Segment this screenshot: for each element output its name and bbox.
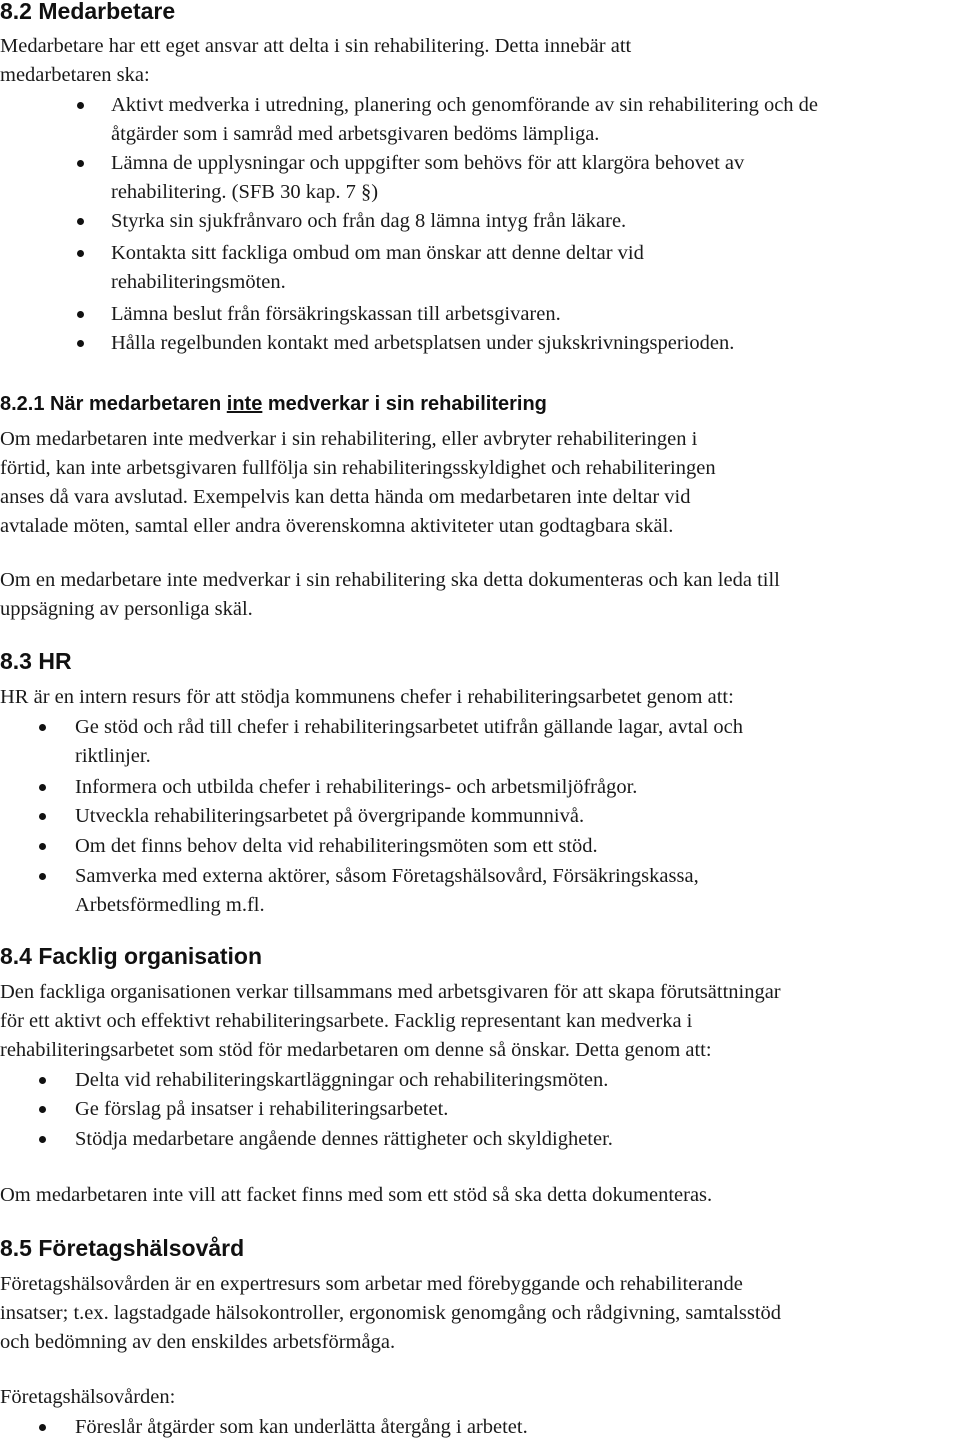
heading-8-2-1: [0, 393, 547, 416]
list-item: åtgärder som i samråd med arbetsgivaren bedöms lämpliga.: [111, 123, 600, 145]
s83-intro: HR är en intern resurs för att stödja kommunens chefer i rehabiliteringsarbetet genom att:: [0, 686, 734, 708]
bullet-dot: [39, 813, 46, 820]
heading-8-3: 8.3 HR: [0, 648, 72, 674]
list-item: rehabiliteringsmöten.: [111, 271, 286, 293]
list-item: Aktivt medverka i utredning, planering och genomförande av sin rehabilitering och de: [111, 94, 819, 116]
heading-8-4: 8.4 Facklig organisation: [0, 943, 263, 969]
s82-intro-line-2: medarbetaren ska:: [0, 64, 150, 86]
bullet-dot: [39, 1106, 46, 1113]
s821-para1-line: anses då vara avslutad. Exempelvis kan detta hända om medarbetaren inte deltar vid: [0, 486, 691, 508]
list-item: Utveckla rehabiliteringsarbetet på övergripande kommunnivå.: [75, 805, 585, 827]
list-item: Hålla regelbunden kontakt med arbetsplatsen under sjukskrivningsperioden.: [111, 332, 735, 354]
s821-para2-line: uppsägning av personliga skäl.: [0, 598, 253, 620]
list-item: Lämna de upplysningar och uppgifter som behövs för att klargöra behovet av: [111, 152, 745, 174]
bullet-dot: [39, 784, 46, 791]
s821-para1-line: Om medarbetaren inte medverkar i sin rehabilitering, eller avbryter rehabiliteringen i: [0, 428, 698, 450]
list-item: Föreslår åtgärder som kan underlätta återgång i arbetet.: [75, 1416, 528, 1438]
s84-closing: Om medarbetaren inte vill att facket finns med som ett stöd så ska detta dokumenteras.: [0, 1184, 713, 1206]
bullet-dot: [77, 160, 84, 167]
list-item: Ge förslag på insatser i rehabiliteringsarbetet.: [75, 1098, 449, 1120]
bullet-dot: [39, 1077, 46, 1084]
list-item: Arbetsförmedling m.fl.: [75, 894, 265, 916]
heading-underlined-word: inte: [226, 393, 263, 415]
bullet-dot: [77, 250, 84, 257]
bullet-dot: [77, 340, 84, 347]
heading-8-5: 8.5 Företagshälsovård: [0, 1235, 245, 1261]
bullet-dot: [39, 1136, 46, 1143]
list-item: Om det finns behov delta vid rehabiliteringsmöten som ett stöd.: [75, 835, 598, 857]
bullet-dot: [39, 873, 46, 880]
s84-intro-line: rehabiliteringsarbetet som stöd för medarbetaren om denne så önskar. Detta genom att:: [0, 1039, 712, 1061]
bullet-dot: [77, 311, 84, 318]
bullet-dot: [77, 102, 84, 109]
list-item: Delta vid rehabiliteringskartläggningar och rehabiliteringsmöten.: [75, 1069, 609, 1091]
bullet-dot: [39, 724, 46, 731]
s85-intro-line: insatser; t.ex. lagstadgade hälsokontroller, ergonomisk genomgång och rådgivning, samtalsstöd: [0, 1302, 782, 1324]
s82-intro-line-1: Medarbetare har ett eget ansvar att delta i sin rehabilitering. Detta innebär att: [0, 35, 632, 57]
heading-text: medverkar i sin rehabilitering: [262, 393, 547, 415]
list-item: rehabilitering. (SFB 30 kap. 7 §): [111, 181, 379, 203]
list-item: Samverka med externa aktörer, såsom Företagshälsovård, Försäkringskassa,: [75, 865, 699, 887]
bullet-dot: [77, 218, 84, 225]
list-item: Kontakta sitt fackliga ombud om man önskar att denne deltar vid: [111, 242, 644, 264]
list-item: Stödja medarbetare angående dennes rättigheter och skyldigheter.: [75, 1128, 613, 1150]
bullet-dot: [39, 1424, 46, 1431]
s84-intro-line: Den fackliga organisationen verkar tillsammans med arbetsgivaren för att skapa förutsättningar: [0, 981, 781, 1003]
s84-intro-line: för ett aktivt och effektivt rehabiliteringsarbete. Facklig representant kan medverka i: [0, 1010, 693, 1032]
s85-intro-line: Företagshälsovården är en expertresurs som arbetar med förebyggande och rehabiliterande: [0, 1273, 743, 1295]
list-item: Lämna beslut från försäkringskassan till arbetsgivaren.: [111, 303, 561, 325]
s821-para1-line: förtid, kan inte arbetsgivaren fullfölja sin rehabiliteringsskyldighet och rehabiliteringen: [0, 457, 716, 479]
list-item: Styrka sin sjukfrånvaro och från dag 8 lämna intyg från läkare.: [111, 210, 627, 232]
list-item: Informera och utbilda chefer i rehabiliterings- och arbetsmiljöfrågor.: [75, 776, 638, 798]
s85-sub-label: Företagshälsovården:: [0, 1386, 176, 1408]
bullet-dot: [39, 843, 46, 850]
heading-text: 8.2.1 När medarbetaren: [0, 393, 227, 415]
heading-8-2: 8.2 Medarbetare: [0, 0, 176, 24]
s821-para1-line: avtalade möten, samtal eller andra överenskomna aktiviteter utan godtagbara skäl.: [0, 515, 674, 537]
s821-para2-line: Om en medarbetare inte medverkar i sin rehabilitering ska detta dokumenteras och kan leda till: [0, 569, 780, 591]
list-item: Ge stöd och råd till chefer i rehabiliteringsarbetet utifrån gällande lagar, avtal och: [75, 716, 743, 738]
s85-intro-line: och bedömning av den enskildes arbetsförmåga.: [0, 1331, 396, 1353]
list-item: riktlinjer.: [75, 745, 151, 767]
